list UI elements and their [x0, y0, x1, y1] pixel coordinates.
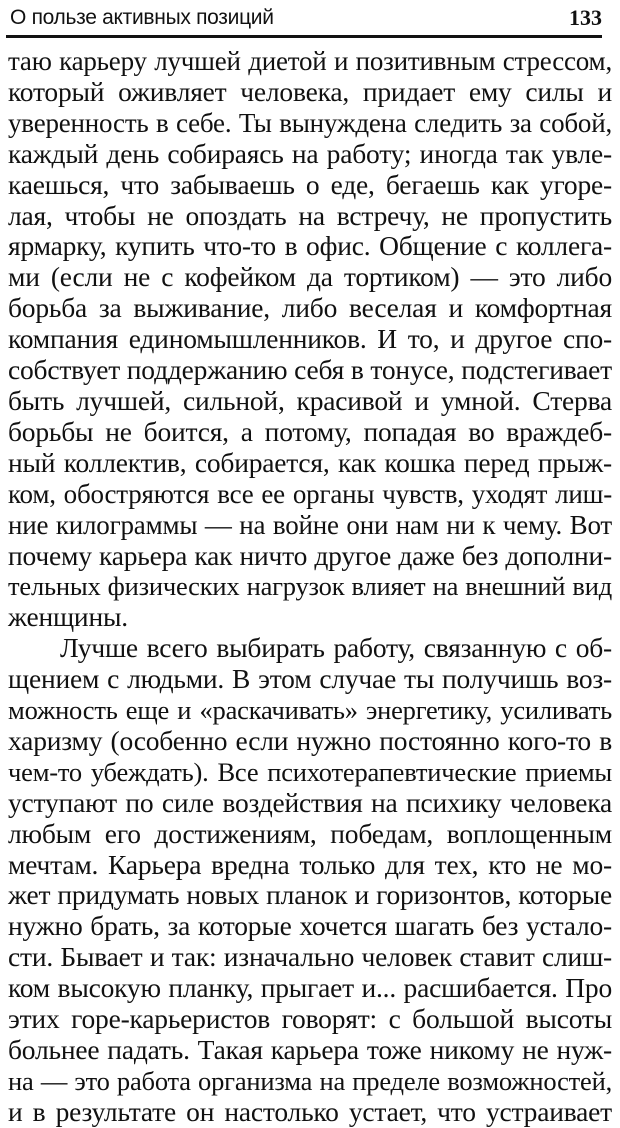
text-line: и в результате он настолько устает, что устраивает — [8, 1095, 612, 1127]
text-line: ный коллектив, собирается, как кошка перед прыж- — [8, 446, 612, 478]
text-line: ние килограммы — на войне они нам ни к чему. Вот — [8, 509, 612, 540]
text-line: любым его достижениям, победам, воплощенным — [8, 817, 612, 849]
text-line: на — это работа организма на пределе возможностей, — [8, 1065, 612, 1096]
text-line: мечтам. Карьера вредна только для тех, кто не мо- — [8, 848, 612, 880]
text-line: ком высокую планку, прыгает и... расшибается. Про — [8, 972, 612, 1004]
text-line: харизму (особенно если нужно постоянно кого-то в — [8, 724, 612, 756]
header-rule — [6, 35, 602, 38]
text-line: собствует поддержанию себя в тонусе, подстегивает — [8, 354, 612, 386]
text-line: ми (если не с кофейком да тортиком) — это либо — [8, 261, 612, 293]
text-line: можность еще и «раскачивать» энергетику, усиливать — [8, 695, 612, 726]
text-line: больнее падать. Такая карьера тоже никому не нуж- — [8, 1034, 612, 1065]
page-number: 133 — [569, 5, 602, 30]
text-line: таю карьеру лучшей диетой и позитивным стрессом, — [8, 46, 612, 76]
text-line: борьбы не боится, а потому, попадая во враждеб- — [8, 415, 612, 447]
text-line: который оживляет человека, придает ему силы и — [8, 75, 612, 107]
running-head — [10, 2, 602, 30]
text-line: лая, чтобы не опоздать на встречу, не пропустить — [8, 199, 612, 231]
text-line: ярмарку, купить что-то в офис. Общение с коллега- — [8, 230, 612, 262]
text-line: чем-то убеждать). Все психотерапевтические приемы — [8, 756, 612, 787]
text-line: ком, обостряются все ее органы чувств, уходят лиш- — [8, 478, 612, 509]
running-head-title: О пользе активных позиций — [10, 6, 274, 29]
text-line: Лучше всего выбирать работу, связанную с об- — [60, 632, 612, 664]
text-line: жет придумать новых планок и горизонтов, которые — [8, 879, 612, 911]
text-line: щением с людьми. В этом случае ты получишь воз- — [8, 663, 612, 695]
text-line: уступают по силе воздействия на психику человека — [8, 786, 612, 818]
text-line: быть лучшей, сильной, красивой и умной. Стерва — [8, 384, 612, 416]
text-line: сти. Бывает и так: изначально человек ставит слиш- — [8, 941, 612, 973]
text-line: тельных физических нагрузок влияет на внешний вид — [8, 571, 612, 602]
text-line: каждый день собираясь на работу; иногда так увле- — [8, 137, 612, 169]
text-line: нужно брать, за которые хочется шагать без устало- — [8, 910, 612, 942]
text-line: этих горе-карьеристов говорят: с большой высоты — [8, 1003, 612, 1035]
body-text — [8, 46, 612, 1128]
paragraph-1 — [8, 46, 612, 633]
text-line: почему карьера как ничто другое даже без дополни- — [8, 539, 612, 571]
text-line: уверенность в себе. Ты вынуждена следить за собой, — [8, 107, 612, 138]
text-line: борьба за выживание, либо веселая и комфортная — [8, 292, 612, 324]
text-line: каешься, что забываешь о еде, бегаешь как угоре- — [8, 168, 612, 200]
text-line: компания единомышленников. И то, и другое спо- — [8, 323, 612, 355]
text-line: женщины. — [8, 601, 128, 633]
